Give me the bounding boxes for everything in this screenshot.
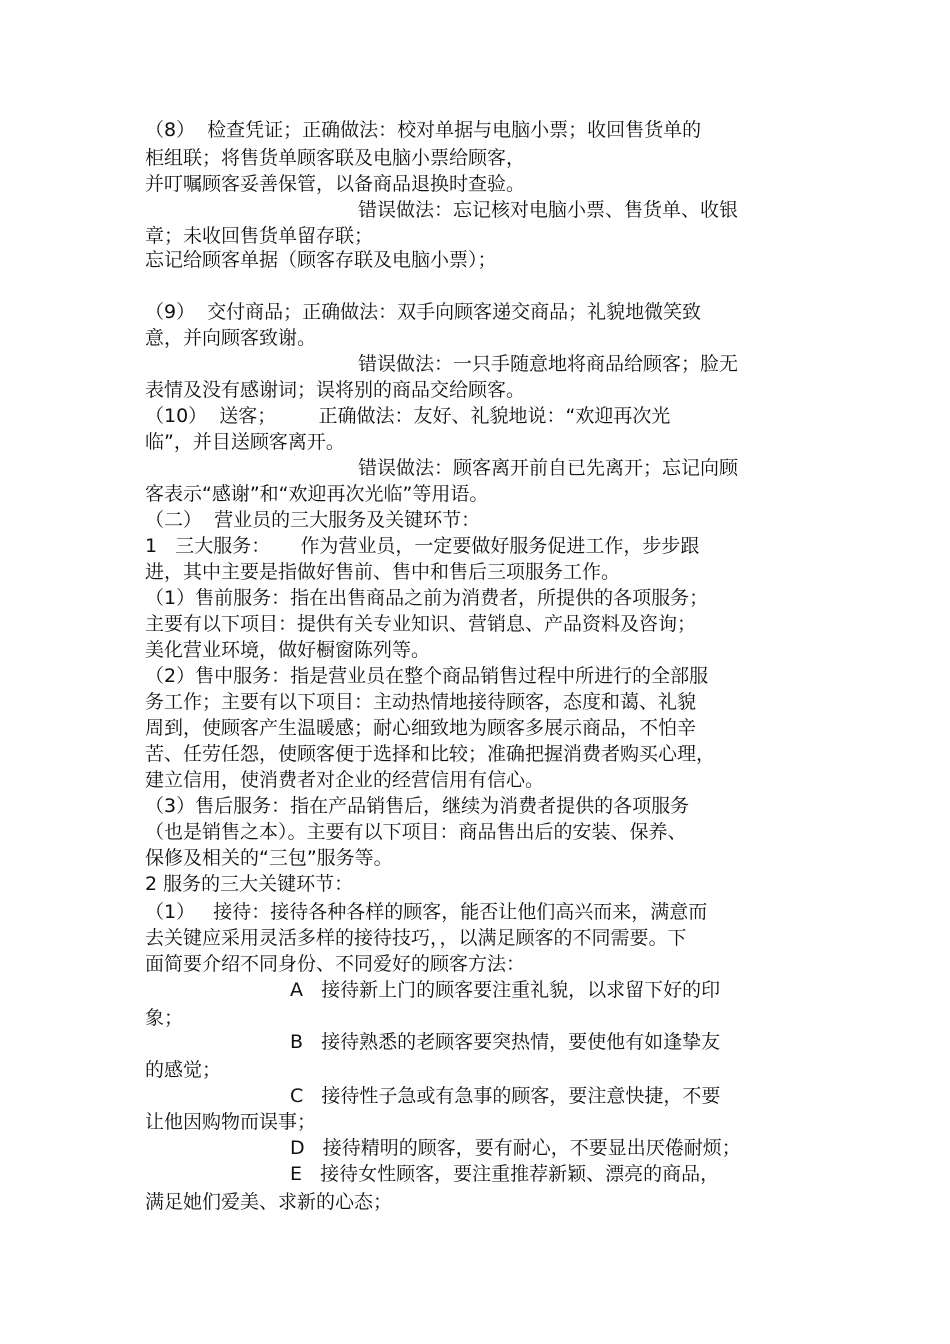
text-line: 错误做法：一只手随意地将商品给顾客；脸无 [358,353,739,375]
text-line: 面简要介绍不同身份、不同爱好的顾客方法： [145,953,526,975]
text-line: （也是销售之本）。主要有以下项目：商品售出后的安装、保养、 [145,821,687,843]
text-line: 主要有以下项目：提供有关专业知识、营销息、产品资料及咨询； [145,613,697,635]
section-heading: 2 服务的三大关键环节： [145,873,354,895]
text-line: 客表示“感谢”和“欢迎再次光临”等用语。 [145,483,489,505]
text-line: 美化营业环境，做好橱窗陈列等。 [145,639,431,661]
text-line: 务工作；主要有以下项目：主动热情地接待顾客，态度和蔼、礼貌 [145,691,697,713]
list-item: A 接待新上门的顾客要注重礼貌，以求留下好的印 [290,979,721,1001]
text-line: 周到，使顾客产生温暖感；耐心细致地为顾客多展示商品，不怕辛 [145,717,697,739]
text-line: 章；未收回售货单留存联； [145,225,374,247]
text-line: 满足她们爱美、求新的心态； [145,1191,393,1213]
text-line: 苦、任劳任怨，使顾客便于选择和比较；准确把握消费者购买心理， [145,743,716,765]
text-line: 象； [145,1007,184,1029]
text-line: （1） 接待：接待各种各样的顾客，能否让他们高兴而来，满意而 [145,901,708,923]
list-item: B 接待熟悉的老顾客要突热情，要使他有如逢挚友 [290,1031,721,1053]
text-line: 表情及没有感谢词；误将别的商品交给顾客。 [145,379,526,401]
list-item: E 接待女性顾客，要注重推荐新颖、漂亮的商品， [290,1163,720,1185]
text-line: 柜组联；将售货单顾客联及电脑小票给顾客， [145,147,526,169]
text-line: （9） 交付商品；正确做法：双手向顾客递交商品；礼貌地微笑致 [145,301,702,323]
text-line: （10） 送客； 正确做法：友好、礼貌地说：“欢迎再次光 [145,405,671,427]
text-line: （2）售中服务：指是营业员在整个商品销售过程中所进行的全部服 [145,665,709,687]
text-line: 错误做法：忘记核对电脑小票、售货单、收银 [358,199,739,221]
text-line: （1）售前服务：指在出售商品之前为消费者，所提供的各项服务； [145,587,709,609]
text-line: （3）售后服务：指在产品销售后，继续为消费者提供的各项服务 [145,795,690,817]
text-line: 让他因购物而误事； [145,1111,317,1133]
text-line: 保修及相关的“三包”服务等。 [145,847,393,869]
text-line: （8） 检查凭证；正确做法：校对单据与电脑小票；收回售货单的 [145,119,702,141]
text-line: 忘记给顾客单据（顾客存联及电脑小票）； [145,249,497,271]
list-item: D 接待精明的顾客，要有耐心，不要显出厌倦耐烦； [290,1137,741,1159]
list-item: C 接待性子急或有急事的顾客，要注意快捷，不要 [290,1085,721,1107]
text-line: 去关键应采用灵活多样的接待技巧，，以满足顾客的不同需要。下 [145,927,687,949]
text-line: 临”，并目送顾客离开。 [145,431,345,453]
text-line: 错误做法：顾客离开前自已先离开；忘记向顾 [358,457,739,479]
section-heading: （二） 营业员的三大服务及关键环节： [145,509,481,531]
text-line: 1 三大服务： 作为营业员，一定要做好服务促进工作，步步跟 [145,535,700,557]
text-line: 进，其中主要是指做好售前、售中和售后三项服务工作。 [145,561,621,583]
text-line: 的感觉； [145,1059,222,1081]
text-line: 并叮嘱顾客妥善保管，以备商品退换时查验。 [145,173,526,195]
text-line: 建立信用，使消费者对企业的经营信用有信心。 [145,769,545,791]
text-line: 意，并向顾客致谢。 [145,327,317,349]
